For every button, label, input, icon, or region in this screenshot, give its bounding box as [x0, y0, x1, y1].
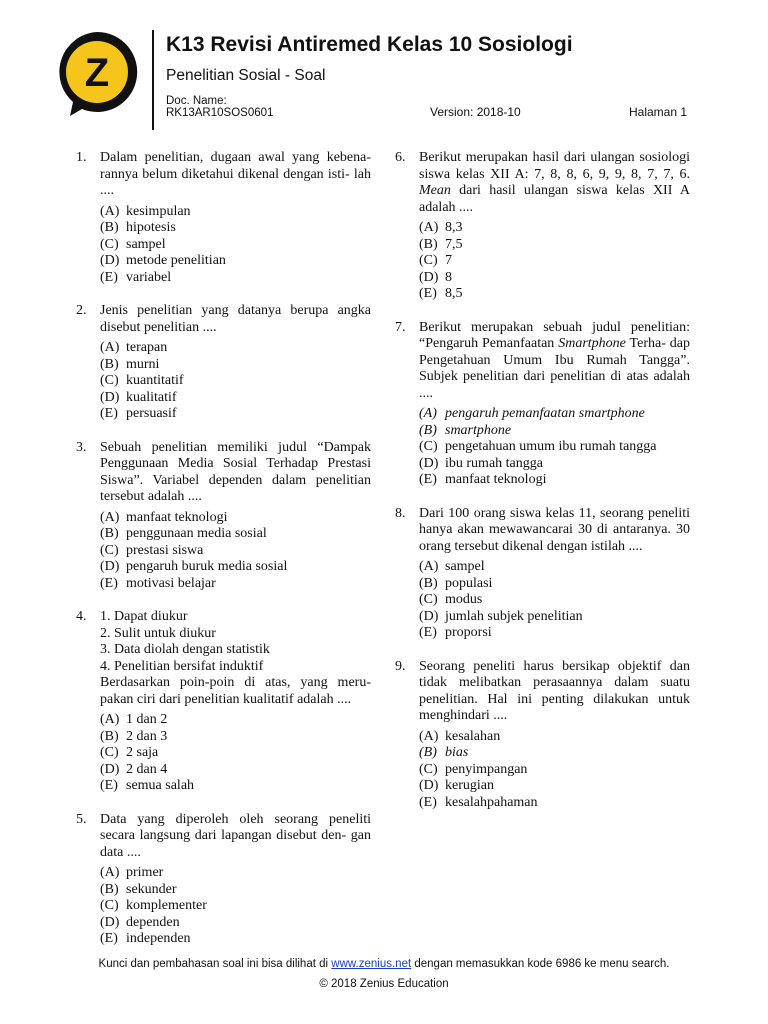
- question-stem: [419, 320, 690, 403]
- answer-option: [100, 390, 371, 407]
- option-letter: (A): [419, 559, 439, 574]
- answer-option: [419, 729, 690, 746]
- option-text: sampel: [126, 236, 166, 252]
- option-letter: (C): [100, 373, 119, 388]
- left-column: [76, 150, 371, 965]
- answer-option: [100, 898, 371, 915]
- statement-item: 1. Dapat diukur: [100, 609, 188, 624]
- option-letter: (B): [100, 220, 119, 235]
- answer-option: [100, 931, 371, 948]
- option-text: terapan: [126, 340, 168, 355]
- answer-option: [419, 270, 690, 287]
- option-text: motivasi belajar: [126, 575, 216, 591]
- option-letter: (D): [100, 914, 120, 930]
- option-text: jumlah subjek penelitian: [445, 608, 583, 624]
- statement-item: 2. Sulit untuk diukur: [100, 625, 216, 641]
- answer-option: [100, 559, 371, 576]
- answer-options: [100, 865, 371, 948]
- header-divider: [152, 30, 154, 130]
- question-3: [76, 440, 371, 593]
- question-text: Berdasarkan poin-poin di atas, yang meru- pakan ciri dari penelitian kualitatif adalah ....: [100, 675, 371, 707]
- option-letter: (A): [419, 220, 439, 235]
- option-text: penyimpangan: [445, 761, 528, 777]
- answer-option: [100, 526, 371, 543]
- option-letter: (E): [419, 286, 437, 301]
- option-text: 1 dan 2: [126, 712, 168, 727]
- answer-option: [100, 915, 371, 932]
- question-stem: [100, 303, 371, 336]
- doc-version: Version: 2018-10: [430, 105, 521, 119]
- option-text: kuantitatif: [126, 373, 184, 388]
- option-text: murni: [126, 356, 160, 372]
- answer-option: [100, 576, 371, 593]
- option-letter: (B): [100, 356, 119, 372]
- option-text: kerugian: [445, 778, 494, 793]
- answer-option: [100, 270, 371, 287]
- option-letter: (C): [100, 745, 119, 760]
- doc-title: K13 Revisi Antiremed Kelas 10 Sosiologi: [166, 33, 573, 56]
- question-number: 1.: [76, 150, 87, 165]
- option-text: komplementer: [126, 898, 207, 913]
- question-stem: [100, 609, 371, 708]
- question-text: Dalam penelitian, dugaan awal yang kebena- rannya belum diketahui dikenal dengan isti- lah ....: [100, 150, 371, 198]
- footer-text-before: Kunci dan pembahasan soal ini bisa dilihat di: [98, 958, 332, 970]
- option-text: persuasif: [126, 406, 177, 421]
- answer-option: [419, 439, 690, 456]
- question-text: Seorang peneliti harus bersikap objektif dan tidak melibatkan perasaannya dalam suatu penelitian. Hal ini penting dilakukan untuk menghindari ....: [419, 658, 690, 723]
- option-text: pengaruh buruk media sosial: [126, 559, 288, 574]
- answer-option: [419, 625, 690, 642]
- option-text: kualitatif: [126, 389, 177, 405]
- answer-option: [419, 406, 690, 423]
- answer-option: [100, 253, 371, 270]
- question-number: 6.: [395, 150, 406, 165]
- option-text: pengetahuan umum ibu rumah tangga: [445, 439, 657, 454]
- right-column: [395, 150, 690, 828]
- zenius-logo: [52, 28, 142, 118]
- question-number: 3.: [76, 439, 87, 455]
- zenius-link[interactable]: www.zenius.net: [331, 958, 412, 970]
- option-letter: (A): [100, 712, 120, 727]
- answer-option: [100, 778, 371, 795]
- option-letter: (D): [100, 761, 120, 777]
- answer-option: [100, 220, 371, 237]
- answer-option: [419, 559, 690, 576]
- answer-option: [419, 472, 690, 489]
- answer-option: [419, 609, 690, 626]
- option-letter: (E): [100, 269, 118, 285]
- option-text: kesimpulan: [126, 203, 191, 219]
- option-letter: (B): [419, 745, 437, 760]
- answer-option: [100, 357, 371, 374]
- question-8: [395, 506, 690, 642]
- question-text: Sebuah penelitian memiliki judul “Dampak Penggunaan Media Sosial Terhadap Prestasi Siswa”. Variabel dependen dalam penelitian tersebut adalah ....: [100, 439, 371, 504]
- option-text: proporsi: [445, 625, 492, 640]
- question-term: Mean: [419, 183, 451, 198]
- question-stem: [100, 150, 371, 200]
- option-text: primer: [126, 865, 164, 880]
- option-letter: (E): [419, 794, 437, 810]
- option-letter: (B): [419, 422, 437, 438]
- option-letter: (A): [100, 865, 120, 880]
- option-letter: (D): [100, 559, 120, 574]
- option-letter: (E): [100, 931, 118, 946]
- option-letter: (B): [100, 881, 119, 897]
- option-text: 2 dan 4: [126, 761, 168, 777]
- answer-option: [419, 286, 690, 303]
- option-letter: (C): [419, 761, 438, 777]
- copyright: © 2018 Zenius Education: [319, 978, 449, 990]
- option-letter: (A): [100, 203, 120, 219]
- answer-option: [419, 423, 690, 440]
- answer-option: [419, 220, 690, 237]
- option-letter: (C): [100, 236, 119, 252]
- option-text: variabel: [126, 269, 172, 285]
- option-text: semua salah: [126, 778, 195, 793]
- option-text: hipotesis: [126, 220, 176, 235]
- answer-options: [100, 204, 371, 287]
- question-number: 7.: [395, 319, 406, 335]
- question-text: Berikut merupakan hasil dari ulangan sosiologi siswa kelas XII A: 7, 8, 8, 6, 9, 9, 8, 7, 7, 6.: [419, 150, 690, 182]
- answer-options: [419, 559, 690, 642]
- question-text: Dari 100 orang siswa kelas 11, seorang peneliti hanya akan mewawancarai 30 di antaranya. 30 orang tersebut dikenal dengan istilah ....: [419, 505, 690, 554]
- question-text-end: dari hasil ulangan siswa kelas XII A adalah ....: [419, 183, 690, 215]
- answer-option: [100, 762, 371, 779]
- answer-options: [100, 510, 371, 593]
- doc-name-label: Doc. Name:: [166, 95, 227, 107]
- answer-option: [100, 745, 371, 762]
- question-text-end: Terha- dap Pengetahuan Umum Ibu Rumah Tangga”. Subjek penelitian dari penelitian di atas adalah ....: [419, 336, 690, 401]
- option-letter: (C): [100, 898, 119, 913]
- statement-item: 4. Penelitian bersifat induktif: [100, 658, 264, 674]
- question-stem: [419, 150, 690, 216]
- answer-option: [419, 592, 690, 609]
- answer-option: [419, 237, 690, 254]
- option-text: 8,5: [445, 286, 463, 301]
- option-letter: (C): [419, 253, 438, 268]
- question-term: Smartphone: [558, 336, 626, 351]
- question-text: Jenis penelitian yang datanya berupa angka disebut penelitian ....: [100, 303, 371, 335]
- answer-option: [100, 237, 371, 254]
- question-6: [395, 150, 690, 303]
- option-letter: (C): [100, 542, 119, 558]
- question-stem: [100, 812, 371, 862]
- option-letter: (D): [419, 608, 439, 624]
- answer-option: [419, 253, 690, 270]
- question-number: 4.: [76, 609, 87, 624]
- answer-option: [100, 543, 371, 560]
- option-text: manfaat teknologi: [126, 509, 228, 525]
- question-stem: [100, 440, 371, 506]
- answer-option: [100, 340, 371, 357]
- question-9: [395, 659, 690, 812]
- answer-option: [419, 745, 690, 762]
- option-letter: (E): [100, 406, 118, 421]
- question-number: 2.: [76, 303, 87, 318]
- option-text: prestasi siswa: [126, 542, 204, 558]
- answer-options: [100, 340, 371, 423]
- answer-options: [419, 729, 690, 812]
- question-1: [76, 150, 371, 286]
- option-letter: (A): [100, 509, 120, 525]
- option-text: bias: [445, 745, 469, 760]
- option-text: independen: [126, 931, 191, 946]
- option-letter: (D): [100, 389, 120, 405]
- option-text: dependen: [126, 914, 180, 930]
- answer-option: [419, 456, 690, 473]
- option-letter: (B): [419, 236, 438, 252]
- option-letter: (D): [100, 253, 120, 268]
- question-text: Data yang diperoleh oleh seorang peneliti secara langsung dari lapangan disebut den- gan data ....: [100, 811, 371, 860]
- option-text: pengaruh pemanfaatan smartphone: [445, 406, 645, 421]
- option-letter: (B): [100, 526, 119, 541]
- option-text: 8: [445, 269, 452, 285]
- answer-options: [419, 220, 690, 303]
- statement-item: 3. Data diolah dengan statistik: [100, 642, 270, 657]
- answer-option: [100, 406, 371, 423]
- option-text: smartphone: [445, 422, 512, 438]
- answer-option: [100, 729, 371, 746]
- answer-option: [100, 865, 371, 882]
- option-text: 2 dan 3: [126, 728, 168, 744]
- answer-options: [419, 406, 690, 489]
- question-number: 5.: [76, 811, 87, 827]
- logo-letter: Z: [84, 51, 110, 95]
- option-text: ibu rumah tangga: [445, 455, 543, 471]
- option-letter: (B): [419, 575, 438, 591]
- option-letter: (D): [419, 455, 439, 471]
- question-stem: [419, 659, 690, 725]
- option-letter: (A): [100, 340, 120, 355]
- footer-text-after: dengan memasukkan kode 6986 ke menu search.: [411, 958, 670, 970]
- page-number: Halaman 1: [629, 105, 688, 119]
- option-text: sampel: [445, 559, 485, 574]
- answer-option: [419, 576, 690, 593]
- option-text: kesalahpahaman: [445, 794, 538, 810]
- option-text: 2 saja: [126, 745, 159, 760]
- option-text: kesalahan: [445, 728, 501, 744]
- answer-option: [100, 882, 371, 899]
- option-text: sekunder: [126, 881, 177, 897]
- doc-subtitle: Penelitian Sosial - Soal: [166, 67, 326, 84]
- question-stem: [419, 506, 690, 556]
- question-5: [76, 812, 371, 948]
- option-letter: (E): [100, 575, 118, 591]
- answer-option: [419, 762, 690, 779]
- footer-note: [0, 958, 768, 970]
- answer-option: [100, 373, 371, 390]
- question-number: 8.: [395, 505, 406, 521]
- answer-option: [419, 795, 690, 812]
- question-2: [76, 303, 371, 423]
- question-4: [76, 609, 371, 795]
- answer-option: [100, 204, 371, 221]
- option-text: manfaat teknologi: [445, 472, 547, 487]
- answer-option: [419, 778, 690, 795]
- question-number: 9.: [395, 658, 406, 674]
- question-7: [395, 320, 690, 489]
- option-text: modus: [445, 592, 483, 607]
- option-text: 7,5: [445, 236, 463, 252]
- option-text: 8,3: [445, 220, 463, 235]
- doc-name-value: RK13AR10SOS0601: [166, 107, 274, 119]
- question-text: Berikut merupakan sebuah judul penelitian: “Pengaruh Pemanfaatan: [419, 319, 690, 351]
- option-letter: (A): [419, 728, 439, 744]
- option-letter: (D): [419, 269, 439, 285]
- option-text: 7: [445, 253, 452, 268]
- option-letter: (C): [419, 592, 438, 607]
- option-letter: (E): [100, 778, 118, 793]
- option-text: populasi: [445, 575, 493, 591]
- option-letter: (B): [100, 728, 119, 744]
- option-letter: (D): [419, 778, 439, 793]
- option-text: metode penelitian: [126, 253, 226, 268]
- option-text: penggunaan media sosial: [126, 526, 267, 541]
- option-letter: (C): [419, 439, 438, 454]
- answer-option: [100, 510, 371, 527]
- answer-options: [100, 712, 371, 795]
- option-letter: (A): [419, 406, 437, 421]
- option-letter: (E): [419, 472, 437, 487]
- answer-option: [100, 712, 371, 729]
- option-letter: (E): [419, 625, 437, 640]
